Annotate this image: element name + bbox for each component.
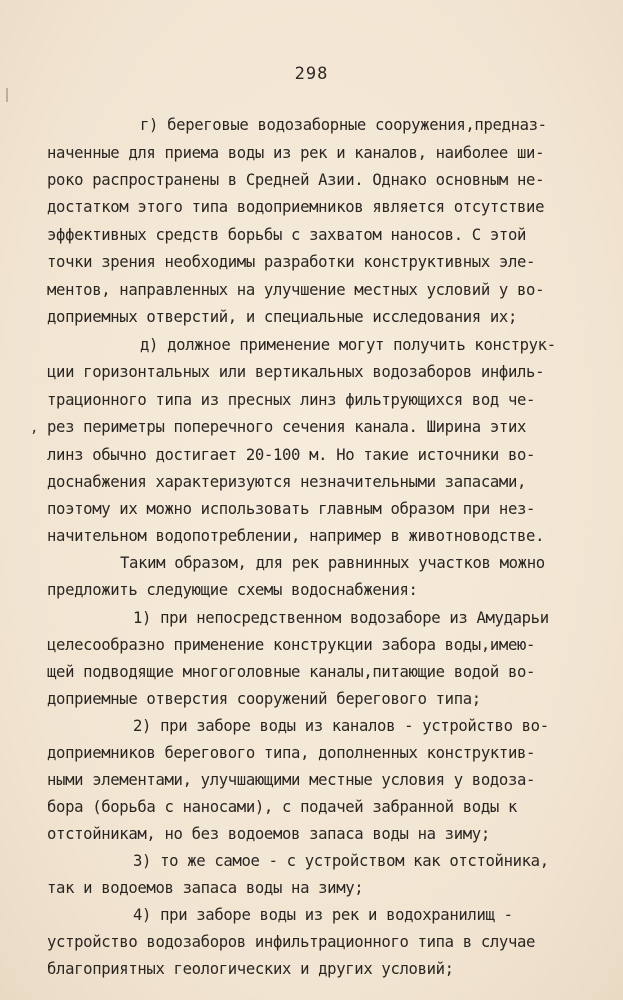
text-line: рез периметры поперечного сечения канала. Ширина этих bbox=[47, 418, 527, 436]
page-edge-mark bbox=[6, 88, 8, 102]
text-line: поэтому их можно использовать главным образом при нез- bbox=[47, 500, 536, 518]
text-line: устройство водозаборов инфильтрационного типа в случае bbox=[47, 933, 536, 951]
text-line: доснабжения характеризуются незначительными запасами, bbox=[47, 473, 527, 491]
text-line: ментов, направленных на улучшение местных условий у во- bbox=[47, 281, 545, 299]
text-line: роко распространены в Средней Азии. Однако основным не- bbox=[47, 171, 545, 189]
text-line: д) должное применение могут получить конструк- bbox=[140, 336, 556, 354]
text-line: щей подводящие многоголовные каналы,питающие водой во- bbox=[47, 663, 536, 681]
text-line: наченные для приема воды из рек и каналов, наиболее ши- bbox=[47, 144, 545, 162]
text-line: доприемников берегового типа, дополненных конструктив- bbox=[47, 744, 536, 762]
text-line: 1) при непосредственном водозаборе из Амударьи bbox=[133, 609, 549, 627]
text-line: точки зрения необходимы разработки конструктивных эле- bbox=[47, 253, 536, 271]
text-line: 3) то же самое - с устройством как отстойника, bbox=[133, 852, 549, 870]
text-line: 2) при заборе воды из каналов - устройство во- bbox=[133, 717, 549, 735]
text-line: целесообразно применение конструкции забора воды,имею- bbox=[47, 636, 536, 654]
text-line: ными элементами, улучшающими местные условия у водоза- bbox=[47, 771, 536, 789]
text-line: доприемные отверстия сооружений берегового типа; bbox=[47, 690, 481, 708]
page-number: 298 bbox=[294, 64, 329, 84]
text-line: Таким образом, для рек равнинных участков можно bbox=[120, 554, 545, 572]
text-line: предложить следующие схемы водоснабжения: bbox=[47, 581, 418, 599]
text-line: отстойникам, но без водоемов запаса воды на зиму; bbox=[47, 825, 490, 843]
text-line: трационного типа из пресных линз фильтрующихся вод че- bbox=[47, 391, 536, 409]
text-line: доприемных отверстий, и специальные исследования их; bbox=[47, 308, 517, 326]
text-line: достатком этого типа водоприемников является отсутствие bbox=[47, 198, 545, 216]
text-line: начительном водопотреблении, например в животноводстве. bbox=[47, 527, 545, 545]
text-line: так и водоемов запаса воды на зиму; bbox=[47, 879, 364, 897]
text-line: 4) при заборе воды из рек и водохранилищ - bbox=[133, 906, 513, 924]
text-line: г) береговые водозаборные сооружения,предназ- bbox=[140, 116, 547, 134]
text-line: бора (борьба с наносами), с подачей забранной воды к bbox=[47, 798, 517, 816]
text-line: линз обычно достигает 20-100 м. Но такие источники во- bbox=[47, 446, 536, 464]
text-line: благоприятных геологических и других условий; bbox=[47, 960, 454, 978]
text-line: ции горизонтальных или вертикальных водозаборов инфиль- bbox=[47, 363, 545, 381]
text-line: эффективных средств борьбы с захватом наносов. С этой bbox=[47, 226, 527, 244]
margin-mark: , bbox=[30, 420, 39, 436]
